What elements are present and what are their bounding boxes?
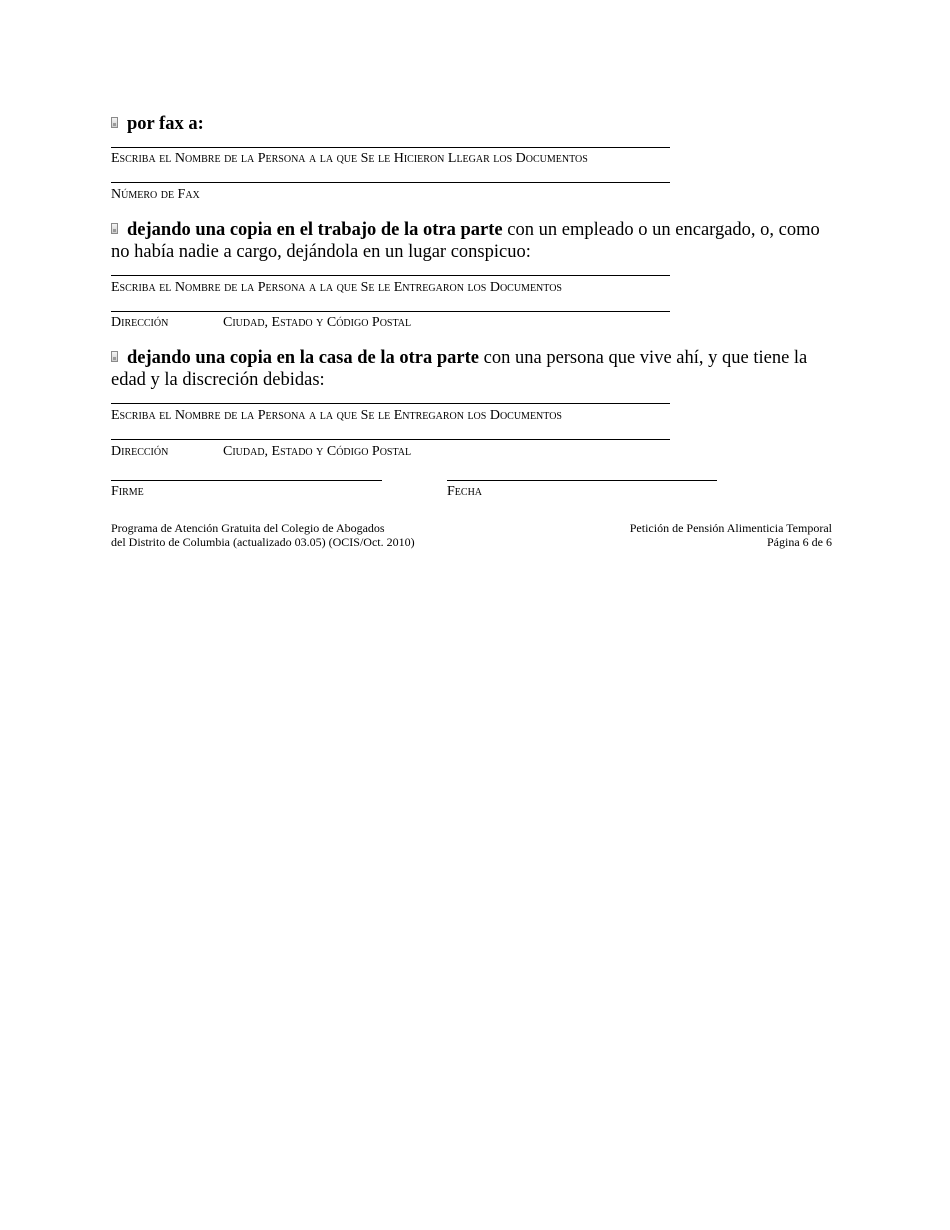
signature-line[interactable] (111, 480, 382, 481)
home-option-text: con una persona que vive ahí, y que tiene la edad y la discreción debidas: (111, 348, 808, 390)
work-option-text: con un empleado o un encargado, o, como no había nadie a cargo, dejándola en un lugar conspicuo: (111, 220, 820, 262)
fax-number-caption: Número de Fax (111, 187, 200, 202)
work-checkbox[interactable] (111, 223, 118, 234)
fax-option-label: por fax a: (127, 114, 204, 134)
home-option-bold: dejando una copia en la casa de la otra parte (127, 348, 480, 368)
work-address-caption: Dirección (111, 315, 169, 330)
home-address-line[interactable] (111, 439, 670, 440)
date-line[interactable] (447, 480, 717, 481)
fax-checkbox[interactable] (111, 117, 118, 128)
work-recipient-name-line[interactable] (111, 275, 670, 276)
work-option-bold: dejando una copia en el trabajo de la otra parte (127, 220, 503, 240)
footer-left (111, 521, 415, 549)
date-caption: Fecha (447, 484, 483, 499)
home-checkbox[interactable] (111, 351, 118, 362)
footer-update: del Distrito de Columbia (actualizado 03.05) (OCIS/Oct. 2010) (111, 535, 415, 549)
fax-number-line[interactable] (111, 182, 670, 183)
home-address-caption: Dirección (111, 444, 169, 459)
home-recipient-name-caption: Escriba el Nombre de la Persona a la que Se le Entregaron los Documentos (111, 408, 562, 423)
home-recipient-name-line[interactable] (111, 403, 670, 404)
footer-page-number: Página 6 de 6 (767, 535, 832, 549)
signature-caption: Firme (111, 484, 144, 499)
fax-option (111, 113, 836, 135)
work-option (111, 219, 836, 263)
fax-recipient-name-caption: Escriba el Nombre de la Persona a la que Se le Hicieron Llegar los Documentos (111, 151, 588, 166)
home-city-caption: Ciudad, Estado y Código Postal (223, 444, 412, 459)
work-address-line[interactable] (111, 311, 670, 312)
footer-form-title: Petición de Pensión Alimenticia Temporal (629, 521, 832, 535)
work-city-caption: Ciudad, Estado y Código Postal (223, 315, 412, 330)
fax-recipient-name-line[interactable] (111, 147, 670, 148)
footer-right (630, 521, 832, 549)
footer-program: Programa de Atención Gratuita del Colegio de Abogados (111, 521, 385, 535)
work-recipient-name-caption: Escriba el Nombre de la Persona a la que Se le Entregaron los Documentos (111, 280, 562, 295)
home-option (111, 347, 836, 391)
